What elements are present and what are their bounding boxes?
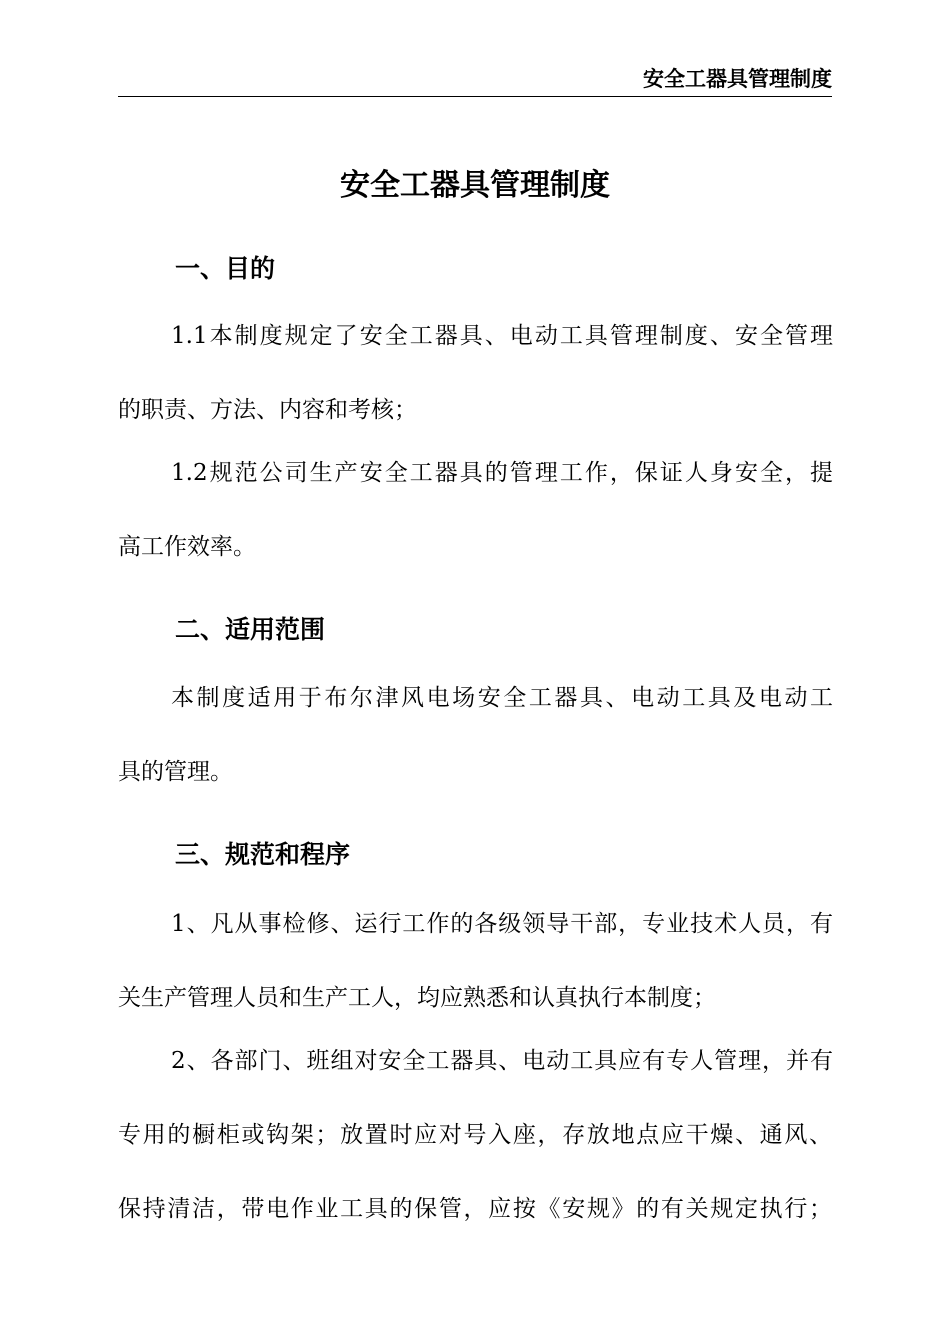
section-heading-scope: 二、适用范围 [175, 615, 326, 644]
paragraph-line: 具的管理。 [118, 759, 233, 785]
section-heading-procedures: 三、规范和程序 [175, 840, 351, 869]
paragraph-line: 2、各部门、班组对安全工器具、电动工具应有专人管理，并有 [171, 1048, 833, 1074]
paragraph-line: 关生产管理人员和生产工人，均应熟悉和认真执行本制度； [118, 985, 716, 1011]
paragraph-line: 高工作效率。 [118, 534, 256, 560]
paragraph-line: 的职责、方法、内容和考核； [118, 397, 417, 423]
section-heading-purpose: 一、目的 [175, 254, 276, 283]
paragraph-line: 专用的橱柜或钩架；放置时应对号入座，存放地点应干燥、通风、 [118, 1122, 832, 1148]
document-title: 安全工器具管理制度 [340, 168, 610, 203]
paragraph-line: 1.2规范公司生产安全工器具的管理工作，保证人身安全，提 [171, 460, 833, 486]
running-header-title: 安全工器具管理制度 [643, 67, 832, 91]
paragraph-line: 1、凡从事检修、运行工作的各级领导干部，专业技术人员，有 [171, 911, 833, 937]
page-header [118, 62, 832, 97]
paragraph-line: 1.1本制度规定了安全工器具、电动工具管理制度、安全管理 [171, 323, 833, 349]
paragraph-line: 保持清洁，带电作业工具的保管，应按《安规》的有关规定执行； [118, 1196, 832, 1222]
paragraph-line: 本制度适用于布尔津风电场安全工器具、电动工具及电动工 [171, 685, 833, 711]
